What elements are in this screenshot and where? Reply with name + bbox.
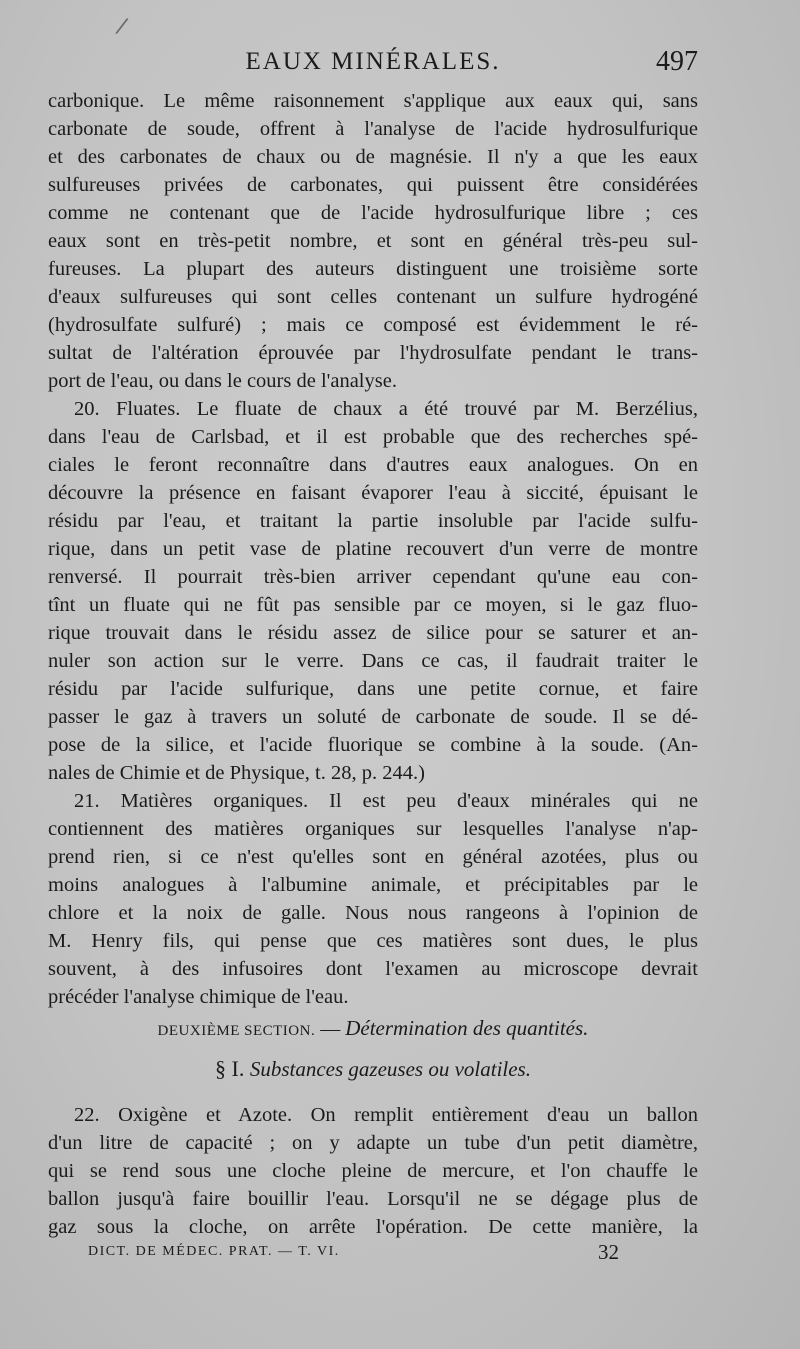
text-line: comme ne contenant que de l'acide hydrosulfurique libre ; ces xyxy=(48,202,698,224)
text-line: ballon jusqu'à faire bouillir l'eau. Lorsqu'il ne se dégage plus de xyxy=(48,1188,698,1210)
text-line: 22. Oxigène et Azote. On remplit entièrement d'eau un ballon xyxy=(74,1104,698,1126)
text-line: carbonique. Le même raisonnement s'applique aux eaux qui, sans xyxy=(48,90,698,112)
page-number: 497 xyxy=(656,46,698,77)
text-line: résidu par l'eau, et traitant la partie insoluble par l'acide sulfu- xyxy=(48,510,698,532)
running-title: EAUX MINÉRALES. xyxy=(245,48,501,75)
text-line: ciales le feront reconnaître dans d'autres eaux analogues. On en xyxy=(48,454,698,476)
text-line: contiennent des matières organiques sur lesquelles l'analyse n'ap- xyxy=(48,818,698,840)
text-line: carbonate de soude, offrent à l'analyse de l'acide hydrosulfurique xyxy=(48,118,698,140)
text-line: passer le gaz à travers un soluté de carbonate de soude. Il se dé- xyxy=(48,706,698,728)
text-line: 20. Fluates. Le fluate de chaux a été trouvé par M. Berzélius, xyxy=(74,398,698,420)
text-line: dans l'eau de Carlsbad, et il est probable que des recherches spé- xyxy=(48,426,698,448)
section-heading xyxy=(48,1016,698,1041)
section-label: DEUXIÈME SECTION. xyxy=(157,1023,316,1039)
text-line: chlore et la noix de galle. Nous nous rangeons à l'opinion de xyxy=(48,902,698,924)
subsection-title: Substances gazeuses ou volatiles. xyxy=(249,1057,531,1081)
text-line: port de l'eau, ou dans le cours de l'analyse. xyxy=(48,370,397,392)
text-line: (hydrosulfate sulfuré) ; mais ce composé est évidemment le ré- xyxy=(48,314,698,336)
text-line: souvent, à des infusoires dont l'examen au microscope devrait xyxy=(48,958,698,980)
text-line: prend rien, si ce n'est qu'elles sont en général azotées, plus ou xyxy=(48,846,698,868)
page-footer xyxy=(48,1240,698,1270)
ink-mark: / xyxy=(113,13,130,40)
text-line: d'eaux sulfureuses qui sont celles contenant un sulfure hydrogéné xyxy=(48,286,698,308)
text-line: qui se rend sous une cloche pleine de mercure, et l'on chauffe le xyxy=(48,1160,698,1182)
subsection-heading xyxy=(48,1056,698,1082)
page-header xyxy=(48,44,698,84)
text-line: nales de Chimie et de Physique, t. 28, p. 244.) xyxy=(48,762,425,784)
text-line: et des carbonates de chaux ou de magnésie. Il n'y a que les eaux xyxy=(48,146,698,168)
text-line: sulfureuses privées de carbonates, qui puissent être considérées xyxy=(48,174,698,196)
subsection-number: § I. xyxy=(215,1056,245,1081)
text-line: précéder l'analyse chimique de l'eau. xyxy=(48,986,349,1008)
text-line: résidu par l'acide sulfurique, dans une petite cornue, et faire xyxy=(48,678,698,700)
text-line: tînt un fluate qui ne fût pas sensible par ce moyen, si le gaz fluo- xyxy=(48,594,698,616)
text-line: moins analogues à l'albumine animale, et précipitables par le xyxy=(48,874,698,896)
section-title: Détermination des quantités. xyxy=(345,1016,589,1040)
text-line: rique, dans un petit vase de platine recouvert d'un verre de montre xyxy=(48,538,698,560)
text-line: rique trouvait dans le résidu assez de silice pour se saturer et an- xyxy=(48,622,698,644)
section-dash: — xyxy=(315,1018,346,1040)
text-line: pose de la silice, et l'acide fluorique se combine à la soude. (An- xyxy=(48,734,698,756)
text-line: fureuses. La plupart des auteurs distinguent une troisième sorte xyxy=(48,258,698,280)
text-line: 21. Matières organiques. Il est peu d'eaux minérales qui ne xyxy=(74,790,698,812)
text-line: M. Henry fils, qui pense que ces matières sont dues, le plus xyxy=(48,930,698,952)
text-line: d'un litre de capacité ; on y adapte un tube d'un petit diamètre, xyxy=(48,1132,698,1154)
sheet-number: 32 xyxy=(598,1240,619,1264)
signature-mark: DICT. DE MÉDEC. PRAT. — T. VI. xyxy=(88,1244,340,1259)
text-line: eaux sont en très-petit nombre, et sont en général très-peu sul- xyxy=(48,230,698,252)
text-line: nuler son action sur le verre. Dans ce cas, il faudrait traiter le xyxy=(48,650,698,672)
text-line: gaz sous la cloche, on arrête l'opération. De cette manière, la xyxy=(48,1216,698,1238)
text-line: découvre la présence en faisant évaporer l'eau à siccité, épuisant le xyxy=(48,482,698,504)
text-line: sultat de l'altération éprouvée par l'hydrosulfate pendant le trans- xyxy=(48,342,698,364)
text-line: renversé. Il pourrait très-bien arriver cependant qu'une eau con- xyxy=(48,566,698,588)
